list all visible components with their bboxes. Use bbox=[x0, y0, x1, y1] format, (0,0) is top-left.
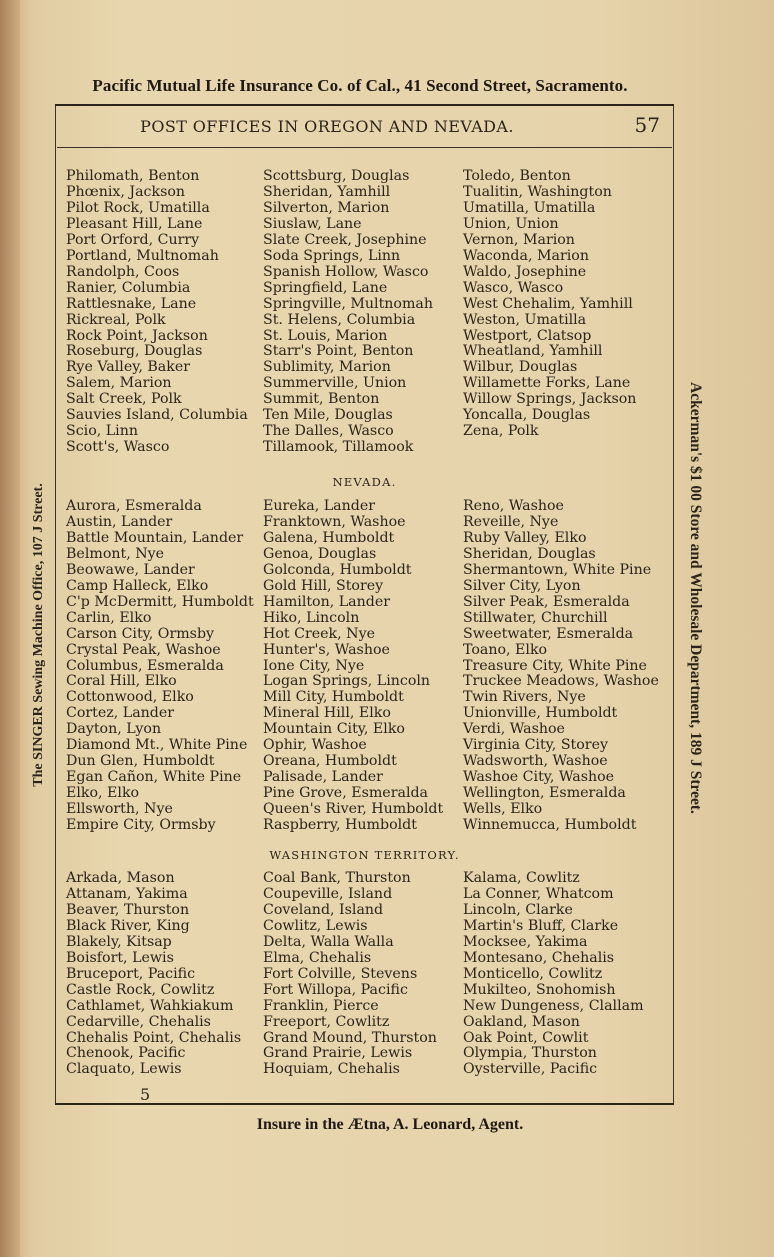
post-office-entry: Empire City, Ormsby bbox=[66, 817, 216, 834]
post-office-entry: Rye Valley, Baker bbox=[66, 359, 191, 376]
post-office-entry: Roseburg, Douglas bbox=[66, 343, 203, 360]
post-office-entry: Mountain City, Elko bbox=[263, 721, 405, 738]
left-advertisement-text: The SINGER Sewing Machine Office, 107 J Street. bbox=[31, 483, 46, 787]
post-office-entry: Monticello, Cowlitz bbox=[463, 965, 603, 982]
post-office-entry: Silverton, Marion bbox=[263, 199, 390, 216]
post-office-entry: La Conner, Whatcom bbox=[463, 885, 614, 902]
post-office-entry: Wells, Elko bbox=[463, 801, 543, 818]
post-office-entry: Cowlitz, Lewis bbox=[263, 917, 368, 934]
washington-heading: WASHINGTON TERRITORY. bbox=[269, 848, 460, 862]
post-office-entry: Ruby Valley, Elko bbox=[463, 529, 587, 546]
post-office-entry: Waldo, Josephine bbox=[463, 263, 587, 280]
post-office-entry: Fort Colville, Stevens bbox=[263, 965, 418, 982]
post-office-entry: Union, Union bbox=[463, 215, 559, 232]
post-office-entry: Zena, Polk bbox=[463, 423, 539, 440]
post-office-entry: Siuslaw, Lane bbox=[263, 215, 362, 232]
post-office-entry: Reveille, Nye bbox=[463, 513, 559, 530]
post-office-entry: Salt Creek, Polk bbox=[66, 391, 182, 408]
post-office-entry: Shermantown, White Pine bbox=[463, 561, 652, 578]
post-office-entry: West Chehalim, Yamhill bbox=[463, 295, 633, 312]
post-office-entry: Scottsburg, Douglas bbox=[263, 168, 410, 184]
post-office-entry: Pine Grove, Esmeralda bbox=[263, 785, 429, 802]
post-office-entry: Salem, Marion bbox=[66, 375, 172, 392]
post-office-entry: Elma, Chehalis bbox=[263, 949, 372, 966]
post-office-entry: Belmont, Nye bbox=[66, 545, 165, 562]
post-office-entry: Randolph, Coos bbox=[66, 263, 180, 280]
post-office-entry: Oak Point, Cowlit bbox=[463, 1029, 589, 1046]
post-office-entry: Hoquiam, Chehalis bbox=[263, 1061, 400, 1078]
post-office-entry: Ellsworth, Nye bbox=[66, 801, 173, 818]
post-office-entry: Slate Creek, Josephine bbox=[263, 231, 427, 248]
post-office-entry: St. Louis, Marion bbox=[263, 327, 388, 344]
post-office-entry: Palisade, Lander bbox=[263, 769, 383, 786]
post-office-entry: Rickreal, Polk bbox=[66, 311, 166, 328]
post-office-entry: Battle Mountain, Lander bbox=[66, 529, 244, 546]
post-office-entry: Sweetwater, Esmeralda bbox=[463, 625, 634, 642]
left-advertisement-banner bbox=[28, 395, 50, 875]
post-office-entry: Mill City, Humboldt bbox=[263, 689, 404, 706]
post-office-entry: Grand Prairie, Lewis bbox=[263, 1045, 413, 1062]
post-office-entry: Freeport, Cowlitz bbox=[263, 1013, 390, 1030]
post-office-entry: St. Helens, Columbia bbox=[263, 311, 416, 328]
post-office-entry: Franktown, Washoe bbox=[263, 513, 406, 530]
post-office-entry: Phœnix, Jackson bbox=[66, 183, 186, 200]
nevada-heading: NEVADA. bbox=[332, 475, 397, 489]
oregon-column-3 bbox=[463, 169, 668, 440]
post-office-entry: Westport, Clatsop bbox=[463, 327, 592, 344]
post-office-entry: Treasure City, White Pine bbox=[463, 657, 647, 674]
post-office-entry: Columbus, Esmeralda bbox=[66, 657, 224, 674]
post-office-entry: Raspberry, Humboldt bbox=[263, 817, 417, 834]
post-office-entry: Wasco, Wasco bbox=[463, 279, 564, 296]
post-office-entry: Coral Hill, Elko bbox=[66, 673, 177, 690]
post-office-entry: Sheridan, Yamhill bbox=[263, 183, 391, 200]
post-office-entry: Fort Willopa, Pacific bbox=[263, 981, 408, 998]
post-office-entry: Starr's Point, Benton bbox=[263, 343, 414, 360]
washington-column-3 bbox=[463, 871, 668, 1078]
post-office-entry: Port Orford, Curry bbox=[66, 231, 200, 248]
post-office-entry: Cathlamet, Wahkiakum bbox=[66, 997, 234, 1014]
post-office-entry: Sauvies Island, Columbia bbox=[66, 407, 248, 424]
post-office-entry: Cedarville, Chehalis bbox=[66, 1013, 211, 1030]
post-office-entry: Mukilteo, Snohomish bbox=[463, 981, 616, 998]
post-office-entry: Queen's River, Humboldt bbox=[263, 801, 444, 818]
frame-top-rule bbox=[55, 104, 674, 106]
post-office-entry: Beaver, Thurston bbox=[66, 901, 190, 918]
post-office-entry: Hiko, Lincoln bbox=[263, 609, 360, 626]
post-office-entry: Wellington, Esmeralda bbox=[463, 785, 626, 802]
post-office-entry: Ophir, Washoe bbox=[263, 737, 367, 754]
bottom-advertisement-banner: Insure in the Ætna, A. Leonard, Agent. bbox=[256, 1116, 524, 1133]
post-office-entry: Vernon, Marion bbox=[463, 231, 575, 248]
post-office-entry: Willow Springs, Jackson bbox=[463, 391, 637, 408]
post-office-entry: Logan Springs, Lincoln bbox=[263, 673, 431, 690]
post-office-entry: Rattlesnake, Lane bbox=[66, 295, 197, 312]
post-office-entry: Virginia City, Storey bbox=[463, 737, 608, 754]
post-office-entry: Pilot Rock, Umatilla bbox=[66, 199, 210, 216]
post-office-entry: Dayton, Lyon bbox=[66, 721, 162, 738]
post-office-entry: Silver City, Lyon bbox=[463, 577, 581, 594]
post-office-entry: Sublimity, Marion bbox=[263, 359, 391, 376]
post-office-entry: The Dalles, Wasco bbox=[263, 423, 394, 440]
post-office-entry: Oysterville, Pacific bbox=[463, 1061, 598, 1078]
post-office-entry: Galena, Humboldt bbox=[263, 529, 395, 546]
post-office-entry: Ten Mile, Douglas bbox=[263, 407, 393, 424]
post-office-entry: Gold Hill, Storey bbox=[263, 577, 384, 594]
post-office-entry: Toledo, Benton bbox=[463, 168, 571, 184]
post-office-entry: Springville, Multnomah bbox=[263, 295, 434, 312]
header-rule bbox=[57, 147, 672, 148]
post-office-entry: Oakland, Mason bbox=[463, 1013, 580, 1030]
washington-column-2 bbox=[263, 871, 468, 1078]
post-office-entry: Winnemucca, Humboldt bbox=[463, 817, 637, 834]
post-office-entry: Boisfort, Lewis bbox=[66, 949, 174, 966]
post-office-entry: Weston, Umatilla bbox=[463, 311, 587, 328]
post-office-entry: Dun Glen, Humboldt bbox=[66, 753, 215, 770]
nevada-column-2 bbox=[263, 499, 468, 834]
post-office-entry: Carlin, Elko bbox=[66, 609, 152, 626]
post-office-entry: Bruceport, Pacific bbox=[66, 965, 196, 982]
post-office-entry: Wilbur, Douglas bbox=[463, 359, 578, 376]
post-office-entry: Stillwater, Churchill bbox=[463, 609, 608, 626]
post-office-entry: Willamette Forks, Lane bbox=[463, 375, 631, 392]
post-office-entry: Ranier, Columbia bbox=[66, 279, 191, 296]
post-office-entry: Hamilton, Lander bbox=[263, 593, 391, 610]
nevada-column-3 bbox=[463, 499, 668, 834]
post-office-entry: Hot Creek, Nye bbox=[263, 625, 375, 642]
post-office-entry: Mocksee, Yakima bbox=[463, 933, 588, 950]
post-office-entry: Oreana, Humboldt bbox=[263, 753, 397, 770]
post-office-entry: Eureka, Lander bbox=[263, 498, 376, 514]
oregon-column-2 bbox=[263, 169, 468, 456]
post-office-entry: C'p McDermitt, Humboldt bbox=[66, 593, 254, 610]
post-office-entry: Pleasant Hill, Lane bbox=[66, 215, 203, 232]
post-office-entry: Wadsworth, Washoe bbox=[463, 753, 608, 770]
post-office-entry: Portland, Multnomah bbox=[66, 247, 219, 264]
post-office-entry: Philomath, Benton bbox=[66, 168, 200, 184]
post-office-entry: Tillamook, Tillamook bbox=[263, 439, 414, 456]
post-office-entry: Spanish Hollow, Wasco bbox=[263, 263, 429, 280]
post-office-entry: Crystal Peak, Washoe bbox=[66, 641, 221, 658]
right-advertisement-banner bbox=[680, 318, 710, 878]
post-office-entry: Summit, Benton bbox=[263, 391, 380, 408]
binding-edge bbox=[0, 0, 20, 1257]
post-office-entry: Blakely, Kitsap bbox=[66, 933, 172, 950]
post-office-entry: Austin, Lander bbox=[66, 513, 173, 530]
post-office-entry: Lincoln, Clarke bbox=[463, 901, 573, 918]
post-office-entry: Arkada, Mason bbox=[66, 870, 175, 886]
post-office-entry: Franklin, Pierce bbox=[263, 997, 379, 1014]
post-office-entry: Genoa, Douglas bbox=[263, 545, 377, 562]
post-office-entry: Black River, King bbox=[66, 917, 190, 934]
post-office-entry: Summerville, Union bbox=[263, 375, 407, 392]
post-office-entry: Cortez, Lander bbox=[66, 705, 175, 722]
page-number: 57 bbox=[634, 113, 660, 137]
post-office-entry: Washoe City, Washoe bbox=[463, 769, 615, 786]
post-office-entry: Soda Springs, Linn bbox=[263, 247, 401, 264]
top-advertisement-banner: Pacific Mutual Life Insurance Co. of Cal., 41 Second Street, Sacramento. bbox=[92, 76, 628, 95]
post-office-entry: Umatilla, Umatilla bbox=[463, 199, 596, 216]
post-office-entry: Grand Mound, Thurston bbox=[263, 1029, 437, 1046]
post-office-entry: Coveland, Island bbox=[263, 901, 384, 918]
post-office-entry: Toano, Elko bbox=[463, 641, 548, 658]
post-office-entry: Waconda, Marion bbox=[463, 247, 589, 264]
post-office-entry: Chehalis Point, Chehalis bbox=[66, 1029, 242, 1046]
post-office-entry: Coal Bank, Thurston bbox=[263, 870, 411, 886]
post-office-entry: Delta, Walla Walla bbox=[263, 933, 394, 950]
post-office-entry: Truckee Meadows, Washoe bbox=[463, 673, 659, 690]
post-office-entry: Rock Point, Jackson bbox=[66, 327, 208, 344]
post-office-entry: Springfield, Lane bbox=[263, 279, 388, 296]
post-office-entry: Hunter's, Washoe bbox=[263, 641, 390, 658]
post-office-entry: Wheatland, Yamhill bbox=[463, 343, 603, 360]
post-office-entry: Yoncalla, Douglas bbox=[463, 407, 591, 424]
post-office-entry: Carson City, Ormsby bbox=[66, 625, 215, 642]
post-office-entry: Castle Rock, Cowlitz bbox=[66, 981, 215, 998]
post-office-entry: Aurora, Esmeralda bbox=[66, 498, 202, 514]
post-office-entry: Chenook, Pacific bbox=[66, 1045, 186, 1062]
post-office-entry: Verdi, Washoe bbox=[463, 721, 565, 738]
washington-column-1 bbox=[66, 871, 271, 1078]
post-office-entry: Scio, Linn bbox=[66, 423, 138, 440]
post-office-entry: Claquato, Lewis bbox=[66, 1061, 182, 1078]
post-office-entry: Unionville, Humboldt bbox=[463, 705, 618, 722]
post-office-entry: Mineral Hill, Elko bbox=[263, 705, 391, 722]
oregon-column-1 bbox=[66, 169, 271, 456]
post-office-entry: Coupeville, Island bbox=[263, 885, 393, 902]
page-title: POST OFFICES IN OREGON AND NEVADA. bbox=[140, 117, 514, 136]
post-office-entry: New Dungeness, Clallam bbox=[463, 997, 644, 1014]
post-office-entry: Tualitin, Washington bbox=[463, 183, 612, 200]
post-office-entry: Twin Rivers, Nye bbox=[463, 689, 586, 706]
post-office-entry: Kalama, Cowlitz bbox=[463, 870, 580, 886]
post-office-entry: Beowawe, Lander bbox=[66, 561, 195, 578]
post-office-entry: Scott's, Wasco bbox=[66, 439, 170, 456]
post-office-entry: Silver Peak, Esmeralda bbox=[463, 593, 630, 610]
post-office-entry: Camp Halleck, Elko bbox=[66, 577, 209, 594]
right-advertisement-text: Ackerman's $1 00 Store and Wholesale Department, 189 J Street. bbox=[687, 382, 704, 814]
post-office-entry: Reno, Washoe bbox=[463, 498, 564, 514]
post-office-entry: Sheridan, Douglas bbox=[463, 545, 596, 562]
nevada-column-1 bbox=[66, 499, 271, 834]
post-office-entry: Martin's Bluff, Clarke bbox=[463, 917, 619, 934]
post-office-entry: Montesano, Chehalis bbox=[463, 949, 615, 966]
post-office-entry: Attanam, Yakima bbox=[66, 885, 188, 902]
signature-mark: 5 bbox=[140, 1085, 151, 1104]
post-office-entry: Olympia, Thurston bbox=[463, 1045, 597, 1062]
post-office-entry: Ione City, Nye bbox=[263, 657, 365, 674]
post-office-entry: Egan Cañon, White Pine bbox=[66, 769, 242, 786]
post-office-entry: Diamond Mt., White Pine bbox=[66, 737, 248, 754]
post-office-entry: Golconda, Humboldt bbox=[263, 561, 412, 578]
post-office-entry: Elko, Elko bbox=[66, 785, 140, 802]
post-office-entry: Cottonwood, Elko bbox=[66, 689, 194, 706]
